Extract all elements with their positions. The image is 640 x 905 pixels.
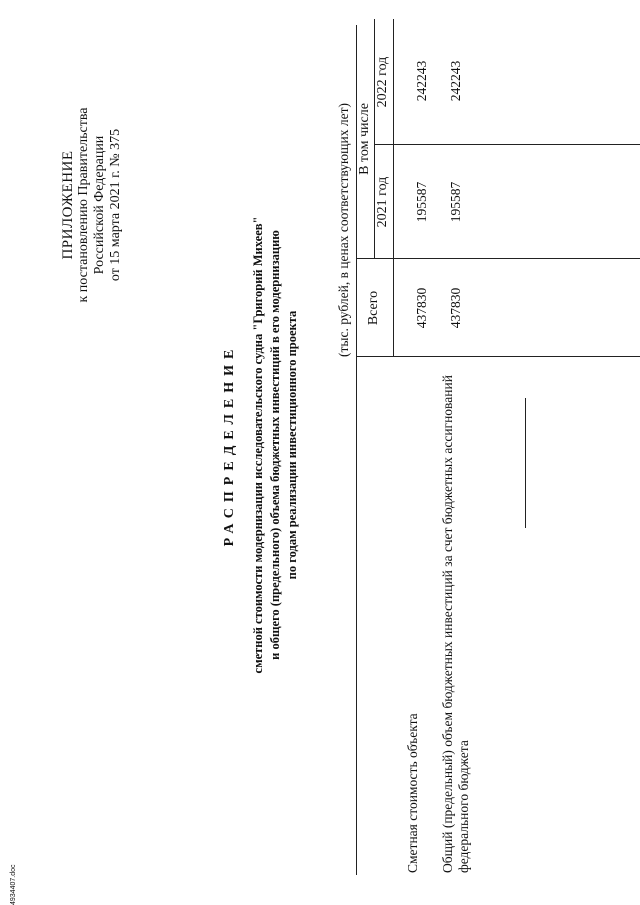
row-label-budget: Общий (предельный) объем бюджетных инвестиций за счет бюджетных ассигнований федерального бюджета (440, 375, 471, 873)
row1-2021: 195587 (414, 181, 429, 223)
appendix-line-1: к постановлению Правительства (76, 107, 91, 303)
heading-line-1: сметной стоимости модернизации исследовательского судна "Григорий Михеев" (251, 216, 265, 674)
header-2022: 2022 год (375, 56, 390, 108)
footer-filename: 4934407.doc (10, 864, 17, 905)
row2-2021: 195587 (448, 181, 463, 223)
table-vline-2022 (374, 144, 640, 145)
end-divider (525, 398, 526, 528)
row2-total: 437830 (448, 287, 463, 329)
header-total: Всего (366, 290, 381, 326)
appendix-title: ПРИЛОЖЕНИЕ (60, 150, 76, 260)
appendix-block (60, 55, 124, 355)
header-2021: 2021 год (375, 176, 390, 228)
row1-total: 437830 (414, 287, 429, 329)
appendix-line-2: Российской Федерации (92, 135, 107, 275)
heading-word: РАСПРЕДЕЛЕНИЕ (222, 343, 237, 547)
units-note: (тыс. рублей, в ценах соответствующих лет) (336, 103, 351, 357)
table-vline-2021 (356, 258, 640, 259)
table-header-bottom (393, 19, 394, 357)
appendix-line-3: от 15 марта 2021 г. № 375 (108, 128, 123, 282)
document-heading (222, 165, 301, 725)
heading-line-3: по годам реализации инвестиционного проекта (285, 310, 299, 580)
row1-2022: 242243 (414, 60, 429, 102)
heading-line-2: и общего (предельного) объема бюджетных инвестиций в его модернизацию (268, 230, 282, 660)
table-vline-total (356, 356, 640, 357)
header-including: В том числе (357, 103, 372, 175)
row-label-estimate: Сметная стоимость объекта (405, 713, 420, 873)
row2-2022: 242243 (448, 60, 463, 102)
